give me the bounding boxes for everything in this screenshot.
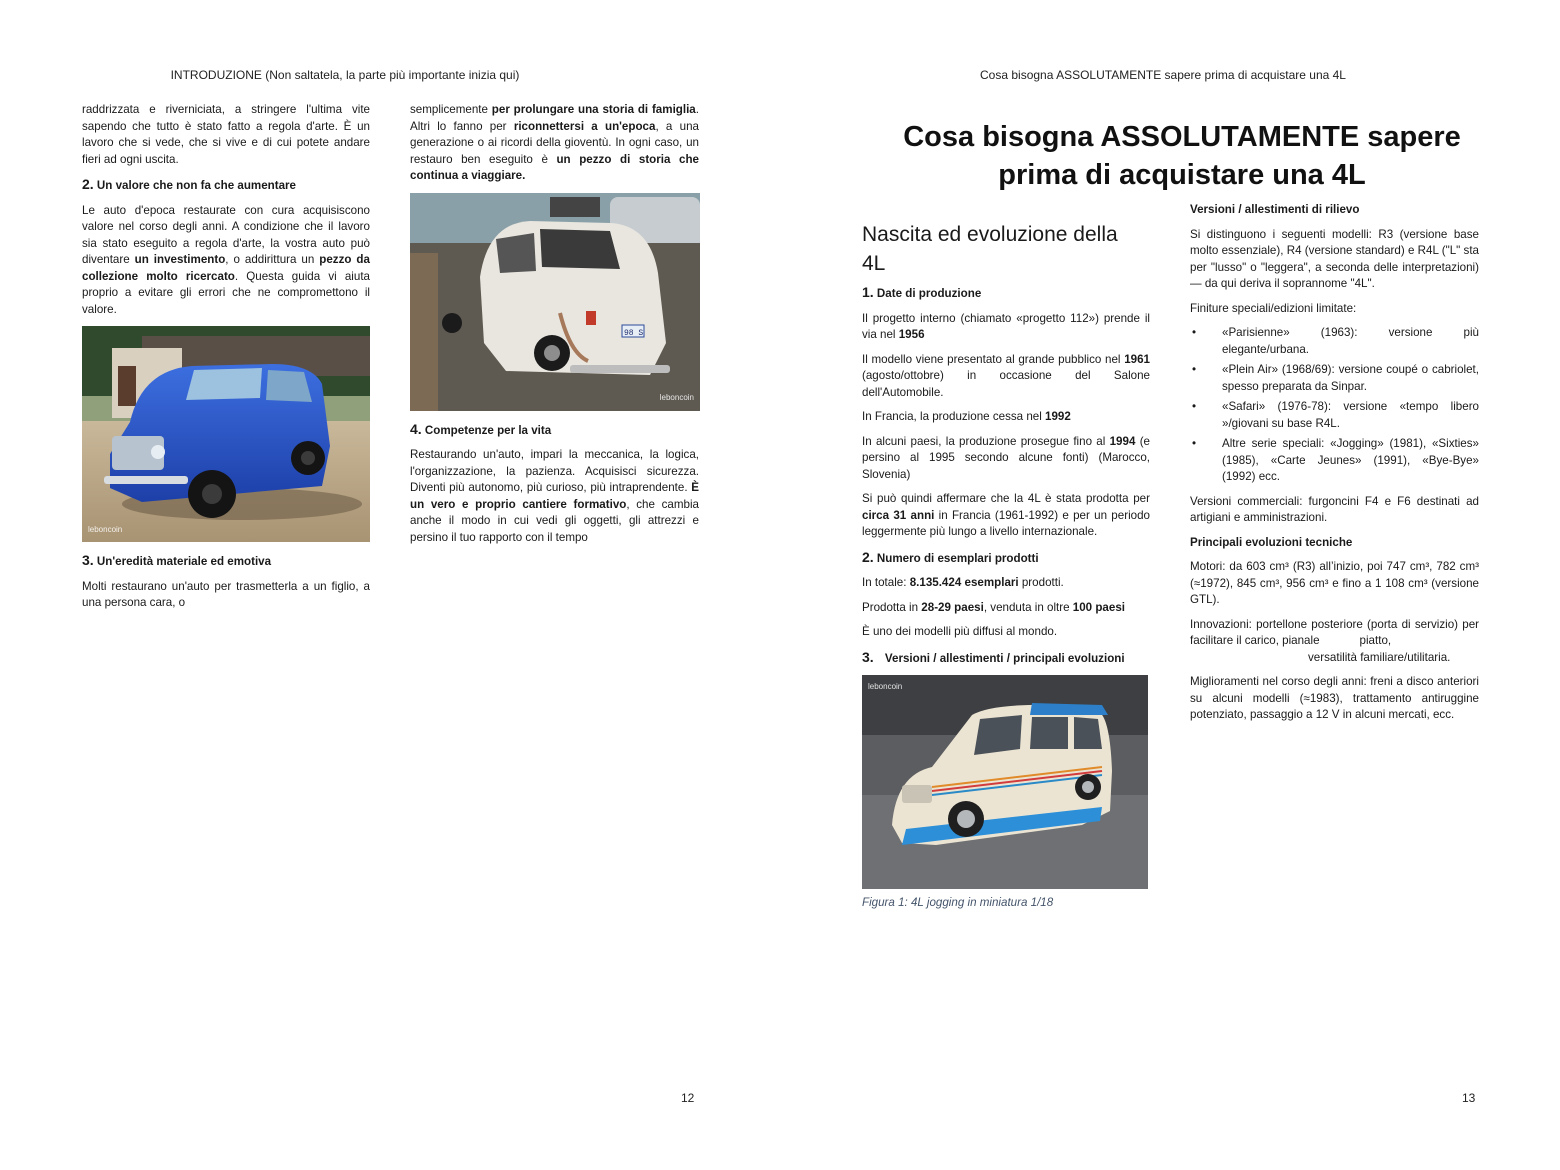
heading-versions: Versioni / allestimenti di rilievo (1190, 203, 1360, 216)
left-column-1 (82, 102, 370, 620)
paragraph: In Francia, la produzione cessa nel 1992 (862, 410, 1071, 423)
paragraph: semplicemente per prolungare una storia di famiglia. Altri lo fanno per riconnettersi a un'epoca, a una generazione o ai ricordi della gioventù. In ogni caso, un restauro ben eseguito è un pezzo di storia che continua a viaggiare. (410, 103, 699, 182)
paragraph: raddrizzata e riverniciata, a stringere l'ultima vite sapendo che tutto è stato fatto a regola d'arte. È un lavoro che si vede, che si vive e di cui potete andare fieri ad ogni uscita. (82, 103, 370, 166)
right-column-2 (1190, 202, 1479, 732)
heading-text: Numero di esemplari prodotti (876, 551, 1039, 565)
paragraph: In alcuni paesi, la produzione prosegue fino al 1994 (e persino al 1995 secondo alcune fonti) (Marocco, Slovenia) (862, 434, 1150, 481)
paragraph: In totale: 8.135.424 esemplari prodotti. (862, 576, 1064, 589)
paragraph: Le auto d'epoca restaurate con cura acquisiscono valore nel corso degli anni. A condizione che il lavoro sia stato eseguito a regola d'arte, la vostra auto può diventare un investimento, o addirittura un pezzo da collezione molto ricercato. Questa guida vi aiuta proprio a evitare gli errori che ne compromettono il valore. (82, 203, 370, 316)
model-car-image (862, 675, 1148, 889)
right-column-1 (862, 220, 1150, 912)
license-plate: 98 S (624, 328, 644, 338)
paragraph: Innovazioni: portellone posteriore (porta di servizio) per facilitare il carico, pianale piatto, versatilità familiare/utilitaria. (1190, 617, 1479, 664)
paragraph: Finiture speciali/edizioni limitate: (1190, 301, 1357, 315)
page-number: 12 (681, 1091, 695, 1105)
watermark: leboncoin (88, 524, 123, 534)
heading-number: 2. (82, 176, 94, 192)
heading-number: 3. (862, 648, 874, 665)
running-head: INTRODUZIONE (Non saltatela, la parte più importante inizia qui) (170, 68, 520, 82)
heading-text: Date di produzione (876, 287, 982, 300)
heading-number: 1. (862, 284, 874, 300)
heading-number: 3. (82, 552, 94, 568)
paragraph: Il modello viene presentato al grande pubblico nel 1961 (agosto/ottobre) in occasione del Salone dell'Automobile. (862, 352, 1150, 399)
page-number: 13 (1462, 1091, 1476, 1105)
heading-text: Un'eredità materiale ed emotiva (96, 555, 272, 568)
heading-2 (862, 549, 1150, 568)
paragraph: Si distinguono i seguenti modelli: R3 (versione base molto essenziale), R4 (versione standard) e R4L ("L" sta per "lusso" o "leggera", a seconda delle interpretazioni) — da qui deriva il soprannome "4L". (1190, 227, 1479, 290)
heading-tech: Principali evoluzioni tecniche (1190, 535, 1353, 549)
heading-number: 2. (862, 548, 874, 565)
paragraph: Versioni commerciali: furgoncini F4 e F6 destinati ad artigiani e amministrazioni. (1190, 494, 1479, 524)
heading-text: Competenze per la vita (424, 423, 552, 437)
heading-4 (410, 421, 699, 440)
list-item: • «Safari» (1976-78): versione «tempo libero »/giovani su base R4L. (1192, 400, 1479, 430)
figure-caption: Figura 1: 4L jogging in miniatura 1/18 (862, 896, 1054, 909)
watermark: leboncoin (868, 682, 903, 691)
list-item: • Altre serie speciali: «Jogging» (1981), «Sixties» (1985), «Carte Jeunes» (1991), «Bye-Bye» (1992) ecc. (1192, 437, 1479, 483)
list-item: • «Parisienne» (1963): versione più elegante/urbana. (1192, 326, 1479, 356)
heading-1 (862, 284, 1150, 303)
heading-number: 4. (410, 420, 422, 437)
paragraph: È uno dei modelli più diffusi al mondo. (862, 625, 1058, 638)
paragraph: Prodotta in 28-29 paesi, venduta in oltre 100 paesi (862, 600, 1125, 614)
paragraph: Restaurando un'auto, impari la meccanica, la logica, l'organizzazione, la pazienza. Acquisisci sicurezza. Diventi più autonomo, più curioso, più intraprendente. È un vero e proprio cantiere formativo, che cambia anche il modo in cui vedi gli oggetti, gli attrezzi e persino il tuo rapporto con il tempo (410, 448, 700, 544)
document-title: Cosa bisogna ASSOLUTAMENTE sapere prima di acquistare una 4L (903, 121, 1461, 191)
blue-car-image (82, 326, 370, 542)
paragraph: Si può quindi affermare che la 4L è stata prodotta per circa 31 anni in Francia (1961-1992) e per un periodo leggermente più lungo a livello internazionale. (862, 492, 1150, 538)
list-item: • «Plein Air» (1968/69): versione coupé o cabriolet, spesso preparata da Sinpar. (1192, 363, 1479, 393)
paragraph: Motori: da 603 cm³ (R3) all’inizio, poi 747 cm³, 782 cm³ (≈1972), 845 cm³, 956 cm³ e fino a 1 108 cm³ (versione GTL). (1190, 560, 1479, 606)
paragraph: Miglioramenti nel corso degli anni: freni a disco anteriori su alcuni modelli (≈1983), trattamento antiruggine potenziato, passaggio a 12 V in alcuni mercati, ecc. (1190, 675, 1479, 721)
heading-3 (82, 552, 370, 571)
heading-3 (862, 649, 1150, 668)
paragraph: Il progetto interno (chiamato «progetto 112») prende il via nel 1956 (862, 311, 1150, 341)
special-editions-list (1190, 325, 1479, 486)
left-column-2 (410, 102, 699, 554)
section-title: Nascita ed evoluzione della 4L (862, 223, 1118, 275)
white-car-image (410, 193, 700, 411)
model-car-photo (862, 675, 1148, 889)
heading-2 (82, 176, 370, 195)
running-head: Cosa bisogna ASSOLUTAMENTE sapere prima di acquistare una 4L (980, 68, 1346, 82)
heading-text: Un valore che non fa che aumentare (96, 179, 297, 192)
blue-renault-photo (82, 326, 370, 542)
right-page (780, 0, 1560, 1170)
watermark: leboncoin (659, 393, 694, 402)
paragraph: Molti restaurano un'auto per trasmetterla a un figlio, a una persona cara, o (82, 579, 370, 609)
white-renault-photo (410, 193, 700, 411)
heading-text: Versioni / allestimenti / principali evoluzioni (884, 651, 1125, 665)
